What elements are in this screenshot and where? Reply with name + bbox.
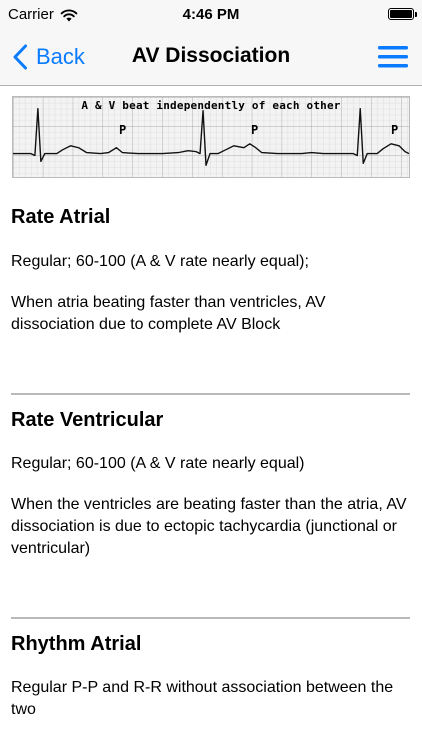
- ecg-p-wave-label: P: [391, 123, 399, 137]
- section-text: Regular; 60-100 (A & V rate nearly equal): [11, 455, 305, 472]
- section-divider: [11, 393, 410, 395]
- section-paragraph: [11, 494, 410, 560]
- ecg-p-wave-label: P: [251, 123, 259, 137]
- section-paragraph: [11, 677, 410, 721]
- ecg-strip-image: [12, 96, 410, 178]
- section-paragraph: [11, 292, 410, 336]
- section-rate-atrial: [11, 205, 410, 229]
- section-rhythm-atrial: [11, 632, 410, 656]
- section-divider: [11, 617, 410, 619]
- status-time: 4:46 PM: [182, 6, 240, 23]
- content-area[interactable]: [0, 86, 422, 750]
- back-label: Back: [36, 44, 85, 69]
- ecg-p-wave-label: P: [119, 123, 127, 137]
- section-rate-ventricular: [11, 408, 410, 432]
- page-title: AV Dissociation: [131, 44, 291, 67]
- battery-fill: [390, 10, 412, 18]
- carrier-label: Carrier: [8, 6, 54, 23]
- section-text: Regular; 60-100 (A & V rate nearly equal);: [11, 253, 309, 270]
- section-text: Regular P-P and R-R without association between the two: [11, 679, 394, 718]
- section-text: When the ventricles are beating faster than the atria, AV dissociation is due to ectopic tachycardia (junctional or ventricular): [11, 496, 407, 557]
- battery-icon: [388, 8, 414, 20]
- section-text: When atria beating faster than ventricles, AV dissociation due to complete AV Block: [11, 294, 326, 333]
- section-paragraph: [11, 453, 410, 475]
- status-bar: [0, 0, 422, 30]
- ecg-caption: A & V beat independently of each other: [81, 99, 341, 112]
- navigation-bar: [0, 30, 422, 86]
- section-heading: Rhythm Atrial: [11, 633, 142, 655]
- section-paragraph: [11, 251, 410, 273]
- menu-button[interactable]: [376, 42, 410, 72]
- section-heading: Rate Atrial: [11, 206, 111, 228]
- section-heading: Rate Ventricular: [11, 409, 164, 431]
- hamburger-menu-icon: [376, 42, 410, 72]
